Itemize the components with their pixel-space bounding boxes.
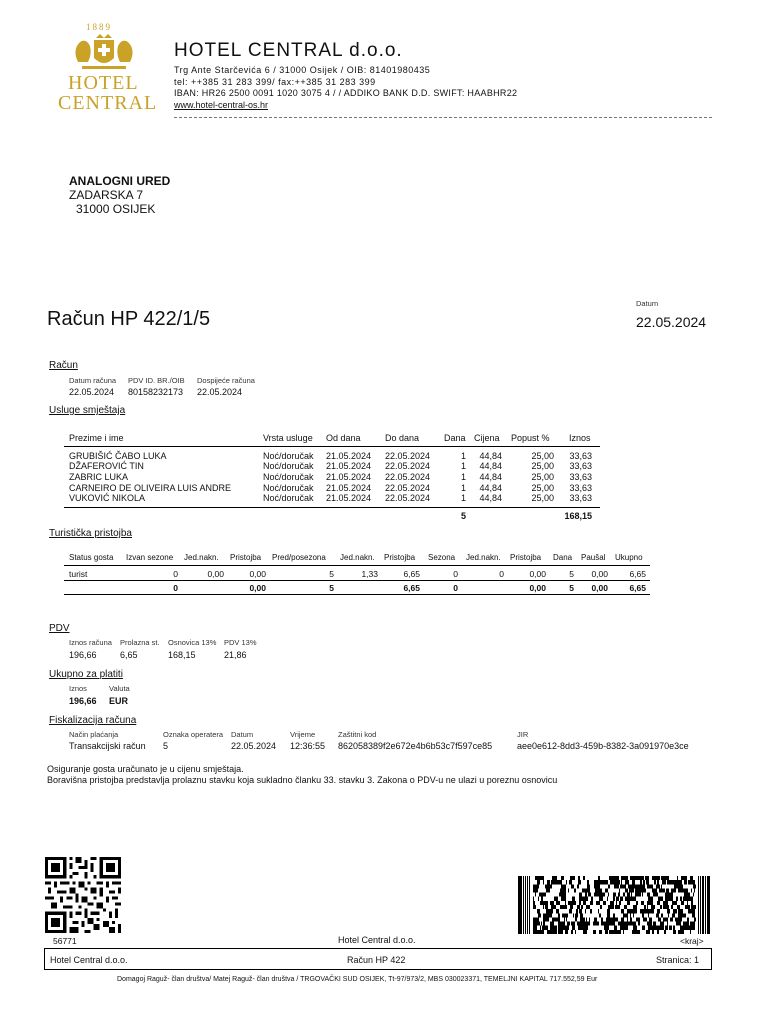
usluge-cell-price: 44,84 xyxy=(479,483,502,493)
qr-code-number: 56771 xyxy=(53,936,77,946)
tur-header-line xyxy=(64,565,650,566)
usluge-cell-discount: 25,00 xyxy=(531,493,554,503)
usluge-cell-name: ZABRIC LUKA xyxy=(69,472,129,482)
note-insurance: Osiguranje gosta uračunato je u cijenu smještaja. xyxy=(47,764,244,774)
logo-word-central: CENTRAL xyxy=(58,92,158,114)
tur-header-fee1: Pristojba xyxy=(230,553,262,562)
usluge-header-amount: Iznos xyxy=(569,433,591,443)
racun-label-oib: PDV ID. BR./OIB xyxy=(128,376,185,385)
usluge-cell-price: 44,84 xyxy=(479,461,502,471)
fiskal-label: Datum xyxy=(231,730,254,739)
tur-total-cell: 5 xyxy=(329,583,334,593)
tur-bottom-line xyxy=(64,594,650,595)
tur-total-cell: 6,65 xyxy=(629,583,646,593)
pdv-label: Prolazna st. xyxy=(120,638,160,647)
qr-code-icon xyxy=(45,857,121,933)
section-ukupno: Ukupno za platiti xyxy=(49,669,123,680)
fiskal-value: 12:36:55 xyxy=(290,741,326,751)
usluge-cell-days: 1 xyxy=(460,451,466,461)
tur-cell: 0 xyxy=(453,569,458,579)
usluge-cell-to: 22.05.2024 xyxy=(385,483,431,493)
usluge-cell-from: 21.05.2024 xyxy=(326,483,372,493)
usluge-cell-amount: 33,63 xyxy=(569,451,592,461)
usluge-header-from: Od dana xyxy=(326,433,361,443)
usluge-total-line xyxy=(64,507,600,508)
invoice-title: Račun HP 422/1/5 xyxy=(47,308,211,330)
header-divider xyxy=(174,117,712,118)
tur-header-unit3: Jed.nakn. xyxy=(466,553,501,562)
tur-header-total: Ukupno xyxy=(615,553,643,562)
tur-cell: 0,00 xyxy=(207,569,224,579)
usluge-header-name: Prezime i ime xyxy=(69,433,124,443)
footer-company-center: Hotel Central d.o.o. xyxy=(338,935,416,945)
usluge-cell-type: Noć/doručak xyxy=(263,493,314,503)
tur-cell: 5 xyxy=(329,569,334,579)
tur-header-flat: Paušal xyxy=(581,553,606,562)
usluge-cell-amount: 33,63 xyxy=(569,472,592,482)
tur-header-fee3: Pristojba xyxy=(510,553,542,562)
ukupno-value-currency: EUR xyxy=(109,696,129,706)
usluge-cell-days: 1 xyxy=(460,472,466,482)
usluge-cell-from: 21.05.2024 xyxy=(326,493,372,503)
usluge-cell-discount: 25,00 xyxy=(531,483,554,493)
pdv-label: Iznos računa xyxy=(69,638,112,647)
fiskal-value: aee0e612-8dd3-459b-8382-3a091970e3ce xyxy=(517,741,689,751)
invoice-date-value: 22.05.2024 xyxy=(636,314,707,330)
fiskal-value: 862058389f2e672e4b6b53c7f597ce85 xyxy=(338,741,493,751)
tur-header-status: Status gosta xyxy=(69,553,114,562)
usluge-cell-type: Noć/doručak xyxy=(263,483,314,493)
racun-value-oib: 80158232173 xyxy=(128,387,184,397)
racun-value-due: 22.05.2024 xyxy=(197,387,243,397)
usluge-cell-amount: 33,63 xyxy=(569,461,592,471)
usluge-cell-type: Noć/doručak xyxy=(263,451,314,461)
logo-year: 1889 xyxy=(86,22,112,32)
usluge-cell-to: 22.05.2024 xyxy=(385,451,431,461)
footer-end-marker: <kraj> xyxy=(680,936,704,946)
note-tourist-tax: Boravišna pristojba predstavlja prolaznu stavku koja sukladno članku 33. stavku 3. Zakona o PDV-u ne ulazi u poreznu osnovicu xyxy=(47,775,558,785)
fiskal-value: 22.05.2024 xyxy=(231,741,277,751)
usluge-cell-to: 22.05.2024 xyxy=(385,493,431,503)
tur-cell: 1,33 xyxy=(361,569,378,579)
tur-cell: 0 xyxy=(173,569,178,579)
fiskal-label: Način plaćanja xyxy=(69,730,119,739)
racun-value-date: 22.05.2024 xyxy=(69,387,115,397)
usluge-cell-days: 1 xyxy=(460,461,466,471)
racun-label-date: Datum računa xyxy=(69,376,117,385)
company-address: Trg Ante Starčevića 6 / 31000 Osijek / OIB: 81401980435 xyxy=(174,65,431,75)
usluge-cell-discount: 25,00 xyxy=(531,472,554,482)
tur-cell: 0 xyxy=(499,569,504,579)
usluge-cell-discount: 25,00 xyxy=(531,451,554,461)
tur-cell: 0,00 xyxy=(591,569,608,579)
ukupno-label-amount: Iznos xyxy=(69,684,87,693)
tur-cell: 6,65 xyxy=(629,569,646,579)
section-racun: Račun xyxy=(49,360,78,371)
tur-header-off-season: Izvan sezone xyxy=(126,553,174,562)
tur-header-pre-season: Pred/posezona xyxy=(272,553,326,562)
tur-cell: 5 xyxy=(569,569,574,579)
usluge-cell-amount: 33,63 xyxy=(569,483,592,493)
pdv-label: PDV 13% xyxy=(224,638,257,647)
pdv-value: 6,65 xyxy=(120,650,138,660)
recipient-city: 31000 OSIJEK xyxy=(76,202,156,216)
company-website[interactable]: www.hotel-central-os.hr xyxy=(174,100,269,110)
usluge-total-days: 5 xyxy=(460,511,466,521)
usluge-cell-type: Noć/doručak xyxy=(263,472,314,482)
pdv-value: 21,86 xyxy=(224,650,247,660)
tur-header-days: Dana xyxy=(553,553,573,562)
fiskal-value: Transakcijski račun xyxy=(69,741,146,751)
company-phone: tel: ++385 31 283 399/ fax:++385 31 283 399 xyxy=(174,77,376,87)
recipient-name: ANALOGNI URED xyxy=(69,174,171,188)
tur-total-cell: 0 xyxy=(453,583,458,593)
footer-box-center: Račun HP 422 xyxy=(347,955,406,965)
usluge-cell-days: 1 xyxy=(460,483,466,493)
tur-header-fee2: Pristojba xyxy=(384,553,416,562)
usluge-header-discount: Popust % xyxy=(511,433,550,443)
usluge-cell-name: GRUBIŠIĆ ČABO LUKA xyxy=(69,451,167,461)
section-fiskal: Fiskalizacija računa xyxy=(49,715,137,726)
usluge-cell-name: CARNEIRO DE OLIVEIRA LUIS ANDRE xyxy=(69,483,232,493)
usluge-cell-days: 1 xyxy=(460,493,466,503)
logo-crest-icon xyxy=(64,32,144,74)
fiskal-label: Vrijeme xyxy=(290,730,316,739)
section-usluge: Usluge smještaja xyxy=(49,405,126,416)
tur-total-cell: 0,00 xyxy=(249,583,266,593)
usluge-header-days: Dana xyxy=(444,433,466,443)
ukupno-label-currency: Valuta xyxy=(109,684,130,693)
tur-total-cell: 0,00 xyxy=(529,583,546,593)
fiskal-label: Zaštitni kod xyxy=(338,730,377,739)
ukupno-value-amount: 196,66 xyxy=(69,696,97,706)
usluge-cell-to: 22.05.2024 xyxy=(385,472,431,482)
company-iban: IBAN: HR26 2500 0091 1020 3075 4 / / ADDIKO BANK D.D. SWIFT: HAABHR22 xyxy=(174,88,518,98)
pdv-value: 168,15 xyxy=(168,650,196,660)
tur-header-unit1: Jed.nakn. xyxy=(184,553,219,562)
tur-cell: 0,00 xyxy=(249,569,266,579)
fiskal-label: Oznaka operatera xyxy=(163,730,224,739)
tur-total-cell: 5 xyxy=(569,583,574,593)
usluge-cell-amount: 33,63 xyxy=(569,493,592,503)
usluge-cell-to: 22.05.2024 xyxy=(385,461,431,471)
tur-cell: 6,65 xyxy=(403,569,420,579)
usluge-cell-price: 44,84 xyxy=(479,451,502,461)
pdv-label: Osnovica 13% xyxy=(168,638,217,647)
usluge-cell-price: 44,84 xyxy=(479,493,502,503)
fiskal-value: 5 xyxy=(163,741,169,751)
usluge-cell-name: DŽAFEROVIĆ TIN xyxy=(69,461,144,471)
tur-total-cell: 6,65 xyxy=(403,583,420,593)
tur-cell: turist xyxy=(69,569,88,579)
footer-legal: Domagoj Raguž- član društva/ Matej Raguž- član društva / TRGOVAČKI SUD OSIJEK, Tt-97/973/2, MBS 030023371, TEMELJNI KAPITAL 717.552,59 Eur xyxy=(117,976,598,983)
invoice-date-label: Datum xyxy=(636,299,659,308)
usluge-cell-from: 21.05.2024 xyxy=(326,451,372,461)
usluge-cell-name: VUKOVIĆ NIKOLA xyxy=(69,493,146,503)
usluge-cell-from: 21.05.2024 xyxy=(326,461,372,471)
section-pdv: PDV xyxy=(49,623,70,634)
footer-page-number: Stranica: 1 xyxy=(656,955,700,965)
hotel-logo xyxy=(58,22,163,122)
pdv-value: 196,66 xyxy=(69,650,97,660)
tur-header-season: Sezona xyxy=(428,553,456,562)
usluge-cell-type: Noć/doručak xyxy=(263,461,314,471)
tur-total-cell: 0 xyxy=(173,583,178,593)
recipient-street: ZADARSKA 7 xyxy=(69,188,144,202)
company-name: HOTEL CENTRAL d.o.o. xyxy=(174,40,403,61)
usluge-total-amount: 168,15 xyxy=(564,511,592,521)
usluge-header-type: Vrsta usluge xyxy=(263,433,313,443)
racun-label-due: Dospijeće računa xyxy=(197,376,255,385)
footer-box-left: Hotel Central d.o.o. xyxy=(50,955,128,965)
logo-word-hotel: HOTEL xyxy=(68,72,139,94)
usluge-header-to: Do dana xyxy=(385,433,420,443)
tur-cell: 0,00 xyxy=(529,569,546,579)
tur-total-line xyxy=(64,580,650,581)
section-turisticka: Turistička pristojba xyxy=(49,528,132,539)
tur-header-unit2: Jed.nakn. xyxy=(340,553,375,562)
pdf417-barcode-icon xyxy=(518,876,710,934)
usluge-header-price: Cijena xyxy=(474,433,500,443)
tur-total-cell: 0,00 xyxy=(591,583,608,593)
usluge-cell-from: 21.05.2024 xyxy=(326,472,372,482)
usluge-cell-discount: 25,00 xyxy=(531,461,554,471)
fiskal-label: JIR xyxy=(517,730,529,739)
usluge-header-line xyxy=(64,446,600,447)
usluge-cell-price: 44,84 xyxy=(479,472,502,482)
